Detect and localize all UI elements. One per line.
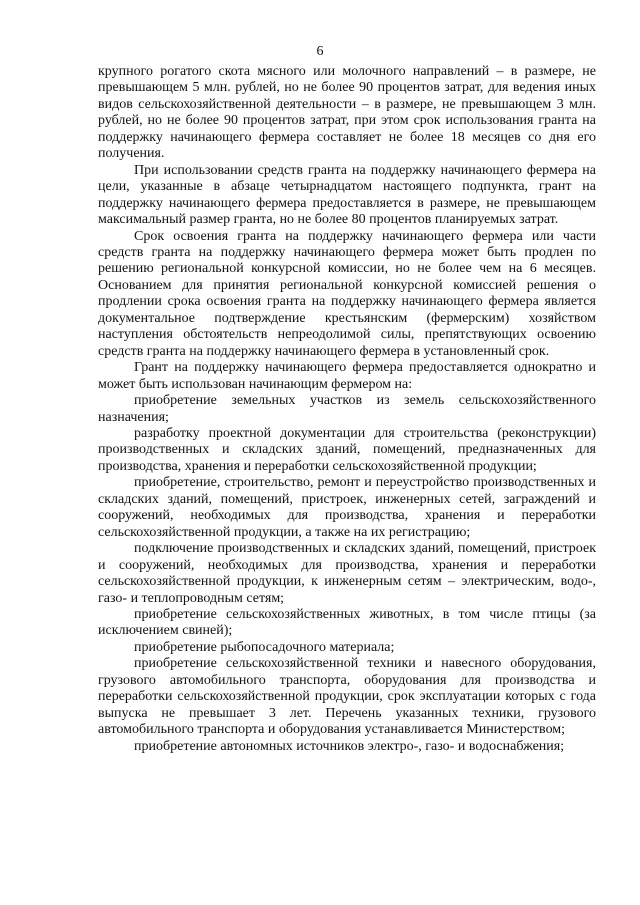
page-number: 6 (316, 44, 324, 59)
paragraph: Срок освоения гранта на поддержку начинающего фермера или части средств гранта на поддержку начинающего фермера может быть продлен по решению региональной конкурсной комиссии, но не более чем на 6 месяцев. Основанием для принятия региональной конкурсной комиссией решения о продлении срока освоения гранта на поддержку начинающего фермера является документальное подтверждение крестьянским (фермерским) хозяйством наступления обстоятельств непреодолимой силы, препятствующих освоению средств гранта на поддержку начинающего фермера в установленный срок. (98, 228, 596, 359)
paragraph: разработку проектной документации для строительства (реконструкции) производственных и складских зданий, помещений, предназначенных для производства, хранения и переработки сельскохозяйственной продукции; (98, 425, 596, 474)
paragraph: приобретение, строительство, ремонт и переустройство производственных и складских зданий, помещений, пристроек, инженерных сетей, заграждений и сооружений, необходимых для производства, хранения и переработки сельскохозяйственной продукции, а также на их регистрацию; (98, 475, 596, 540)
paragraph: Грант на поддержку начинающего фермера предоставляется однократно и может быть использован начинающим фермером на: (98, 360, 596, 392)
paragraph: приобретение земельных участков из земель сельскохозяйственного назначения; (98, 393, 596, 425)
document-body (98, 64, 596, 755)
paragraph: приобретение рыбопосадочного материала; (134, 639, 395, 655)
paragraph: приобретение автономных источников электро-, газо- и водоснабжения; (134, 738, 565, 754)
paragraph: При использовании средств гранта на поддержку начинающего фермера на цели, указанные в абзаце четырнадцатом настоящего подпункта, грант на поддержку начинающего фермера предоставляется в размере, не превышающем максимальный размер гранта, но не более 80 процентов планируемых затрат. (98, 162, 596, 228)
paragraph: подключение производственных и складских зданий, помещений, пристроек и сооружений, необходимых для производства, хранения и переработки сельскохозяйственной продукции, к инженерным сетям – электрическим, водо-, газо- и теплопроводным сетям; (98, 541, 596, 606)
paragraph: крупного рогатого скота мясного или молочного направлений – в размере, не превышающем 5 млн. рублей, но не более 90 процентов затрат, для ведения иных видов сельскохозяйственной деятельности – в размере, не превышающем 3 млн. рублей, но не более 90 процентов затрат, при этом срок использования гранта на поддержку начинающего фермера составляет не более 18 месяцев со дня его получения. (98, 64, 596, 162)
paragraph: приобретение сельскохозяйственных животных, в том числе птицы (за исключением свиней); (98, 606, 596, 639)
paragraph: приобретение сельскохозяйственной техники и навесного оборудования, грузового автомобильного транспорта, оборудования для производства и переработки сельскохозяйственной продукции, срок эксплуатации которых с года выпуска не превышает 3 лет. Перечень указанных техники, грузового автомобильного транспорта и оборудования устанавливается Министерством; (98, 656, 596, 738)
